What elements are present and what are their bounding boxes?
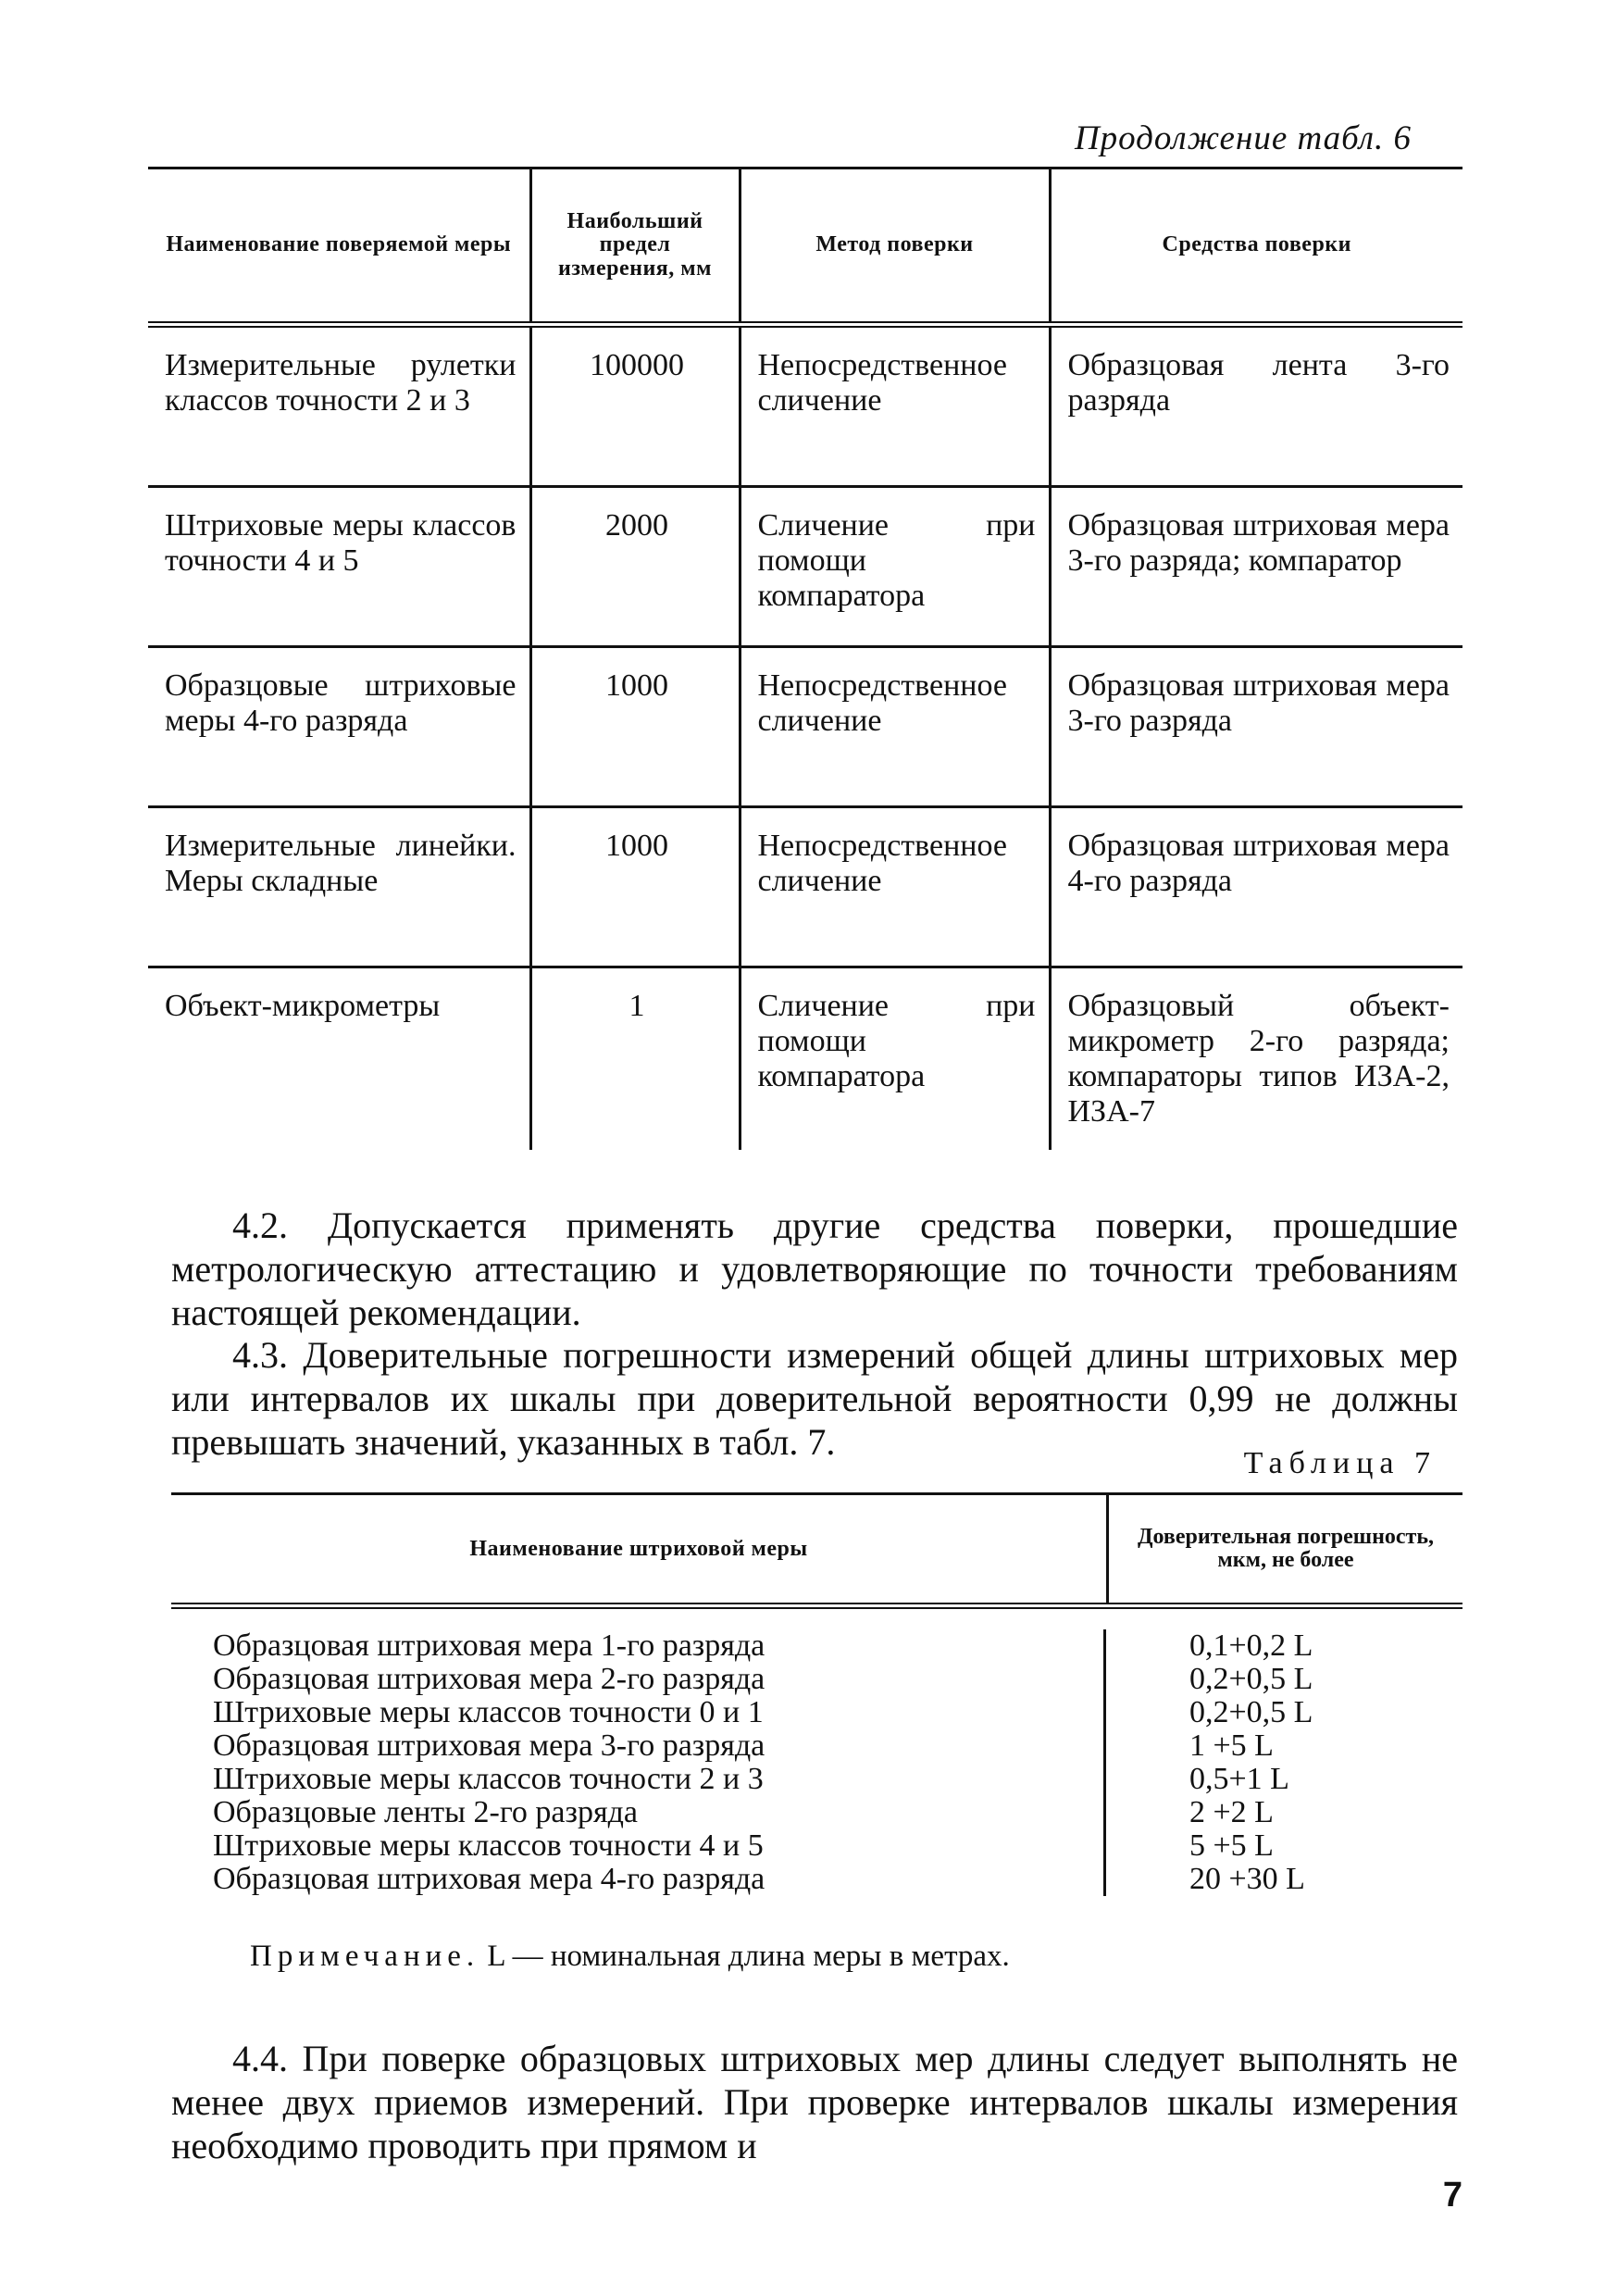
cell-limit: 100000 — [530, 325, 740, 487]
measure-name-column — [171, 1629, 1106, 1896]
note-text: L — номинальная длина меры в метрах. — [487, 1940, 1010, 1973]
column-header-measure-name: Наименование штриховой меры — [171, 1495, 1109, 1603]
cell-measure-name: Штриховые меры классов точности 0 и 1 — [213, 1695, 764, 1729]
table-row — [148, 325, 1462, 487]
table-row — [148, 967, 1462, 1151]
cell-name: Измерительные линейки. Меры складные — [148, 807, 530, 967]
cell-means: Образцовая штриховая мера 4-го разряда — [1050, 807, 1462, 967]
table-7 — [171, 1492, 1462, 1896]
table-header-row — [171, 1495, 1462, 1609]
table-body — [171, 1609, 1462, 1896]
cell-means: Образцовая штриховая мера 3-го разряда; компаратор — [1050, 487, 1462, 647]
cell-limit: 2000 — [530, 487, 740, 647]
cell-error: 0,5+1 L — [1189, 1762, 1289, 1796]
cell-method: Сличение при помощи компаратора — [740, 487, 1050, 647]
column-header-means: Средства поверки — [1050, 168, 1462, 325]
cell-limit: 1000 — [530, 647, 740, 807]
paragraph-4-4: 4.4. При поверке образцовых штриховых мер длины следует выполнять не менее двух приемов измерений. При проверке интервалов шкалы измерения необходимо проводить при прямом и — [171, 2038, 1458, 2166]
cell-limit: 1000 — [530, 807, 740, 967]
table-note — [250, 1940, 1453, 1974]
cell-name: Измерительные рулетки классов точности 2 и 3 — [148, 325, 530, 487]
note-label: Примечание. — [250, 1940, 480, 1973]
table-continuation-header: Продолжение табл. 6 — [1074, 119, 1412, 157]
cell-error: 2 +2 L — [1189, 1795, 1274, 1829]
cell-error: 20 +30 L — [1189, 1862, 1305, 1896]
table-header-row — [148, 168, 1462, 325]
cell-method: Непосредственное сличение — [740, 807, 1050, 967]
cell-error: 0,2+0,5 L — [1189, 1662, 1313, 1696]
paragraph-4-3: 4.3. Доверительные погрешности измерений общей длины штриховых мер или интервалов их шкалы при доверительной вероятности 0,99 не должны превышать значений, указанных в табл. 7. — [171, 1334, 1458, 1463]
table-7-caption: Таблица 7 — [1243, 1446, 1437, 1480]
cell-measure-name: Образцовая штриховая мера 2-го разряда — [213, 1662, 765, 1696]
cell-means: Образцовая штриховая мера 3-го разряда — [1050, 647, 1462, 807]
cell-measure-name: Образцовые ленты 2-го разряда — [213, 1795, 638, 1829]
page-number: 7 — [1442, 2176, 1462, 2215]
cell-name: Штриховые меры классов точности 4 и 5 — [148, 487, 530, 647]
column-header-method: Метод поверки — [740, 168, 1050, 325]
table-row — [148, 487, 1462, 647]
column-header-limit: Наибольший предел измерения, мм — [530, 168, 740, 325]
paragraph-4-2: 4.2. Допускается применять другие средства поверки, прошедшие метрологическую аттестацию и удовлетворяющие по точности требованиям настоящей рекомендации. — [171, 1204, 1458, 1333]
cell-measure-name: Штриховые меры классов точности 4 и 5 — [213, 1828, 764, 1863]
cell-error: 0,1+0,2 L — [1189, 1628, 1313, 1663]
column-header-name: Наименование поверяемой меры — [148, 168, 530, 325]
cell-error: 1 +5 L — [1189, 1728, 1274, 1763]
error-column — [1106, 1629, 1462, 1896]
cell-name: Образцовые штриховые меры 4-го разряда — [148, 647, 530, 807]
cell-method: Непосредственное сличение — [740, 325, 1050, 487]
cell-name: Объект-микрометры — [165, 989, 441, 1023]
cell-measure-name: Образцовая штриховая мера 3-го разряда — [213, 1728, 765, 1763]
cell-measure-name: Образцовая штриховая мера 4-го разряда — [213, 1862, 765, 1896]
cell-means: Образцовая лента 3-го разряда — [1050, 325, 1462, 487]
table-row — [148, 807, 1462, 967]
cell-limit: 1 — [530, 967, 740, 1151]
table-row — [148, 647, 1462, 807]
cell-error: 5 +5 L — [1189, 1828, 1274, 1863]
cell-error: 0,2+0,5 L — [1189, 1695, 1313, 1729]
cell-measure-name: Образцовая штриховая мера 1-го разряда — [213, 1628, 765, 1663]
cell-means: Образцовый объект-микрометр 2-го разряда; компараторы типов ИЗА-2, ИЗА-7 — [1050, 967, 1462, 1151]
table-6 — [148, 167, 1462, 1150]
cell-method: Непосредственное сличение — [740, 647, 1050, 807]
cell-method: Сличение при помощи компаратора — [740, 967, 1050, 1151]
column-header-error: Доверительная погрешность, мкм, не более — [1137, 1524, 1435, 1572]
cell-measure-name: Штриховые меры классов точности 2 и 3 — [213, 1762, 764, 1796]
